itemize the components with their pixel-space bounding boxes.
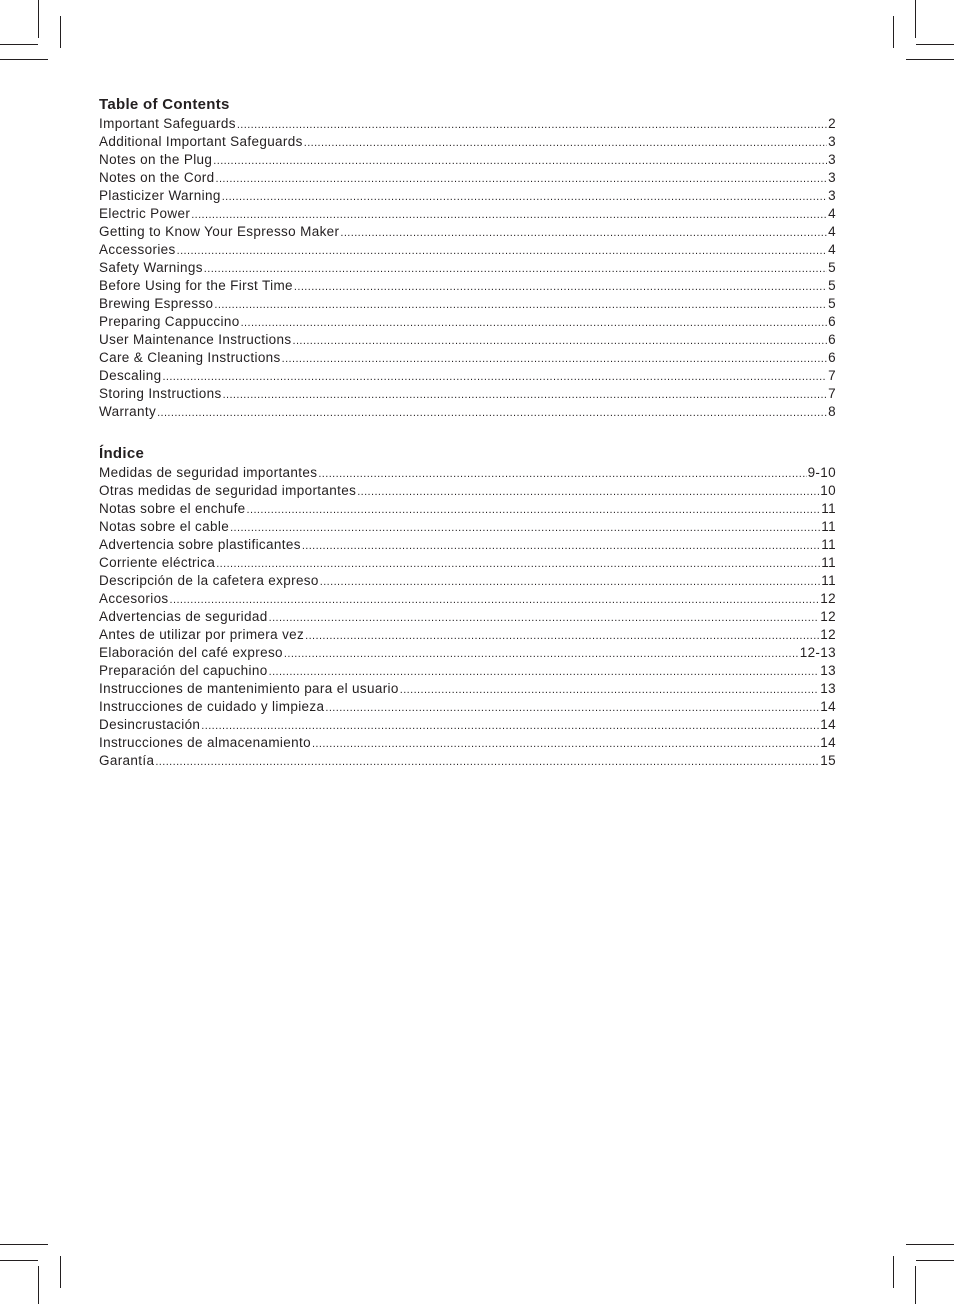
dot-leader [216, 170, 828, 188]
toc-entry-title: Advertencias de seguridad [99, 609, 268, 624]
toc-entry [99, 482, 836, 500]
toc-entry [99, 151, 836, 169]
dot-leader [269, 663, 820, 681]
toc-entry-title: Elaboración del café expreso [99, 645, 283, 660]
dot-leader [230, 519, 820, 537]
toc-entry-title: Accessories [99, 242, 176, 257]
toc-entry [99, 734, 836, 752]
toc-entry-page: 7 [828, 368, 836, 383]
toc-entry-title: Accesorios [99, 591, 169, 606]
toc-entry-page: 7 [828, 386, 836, 401]
dot-leader [162, 368, 827, 386]
toc-entry-title: Medidas de seguridad importantes [99, 465, 318, 480]
section-heading-english: Table of Contents [99, 96, 230, 113]
dot-leader [320, 573, 821, 591]
toc-entry-title: Additional Important Safeguards [99, 134, 303, 149]
dot-leader [223, 386, 828, 404]
toc-entry-title: Notes on the Plug [99, 152, 213, 167]
toc-entry [99, 464, 836, 482]
toc-entry-title: Otras medidas de seguridad importantes [99, 483, 357, 498]
dot-leader [312, 735, 819, 753]
toc-entry-page: 10 [820, 483, 836, 498]
toc-entry [99, 680, 836, 698]
toc-entry-title: Notas sobre el cable [99, 519, 230, 534]
toc-entry [99, 698, 836, 716]
toc-entry-page: 15 [820, 753, 836, 768]
toc-entry-page: 4 [828, 224, 836, 239]
dot-leader [325, 699, 819, 717]
toc-entry [99, 115, 836, 133]
toc-entry-title: Warranty [99, 404, 157, 419]
toc-entry-page: 9-10 [807, 465, 836, 480]
toc-entry-page: 8 [828, 404, 836, 419]
toc-entry-title: Preparación del capuchino [99, 663, 268, 678]
toc-entry-title: Care & Cleaning Instructions [99, 350, 281, 365]
toc-entry-page: 3 [828, 170, 836, 185]
toc-entry-title: Descripción de la cafetera expreso [99, 573, 319, 588]
dot-leader [400, 681, 820, 699]
toc-entry [99, 403, 836, 421]
toc-entry-page: 5 [828, 278, 836, 293]
dot-leader [247, 501, 821, 519]
dot-leader [222, 188, 827, 206]
toc-entry [99, 331, 836, 349]
toc-entry-title: Important Safeguards [99, 116, 236, 131]
toc-entry [99, 554, 836, 572]
toc-entry-page: 3 [828, 134, 836, 149]
table-of-contents [99, 95, 836, 770]
toc-entry-title: Descaling [99, 368, 162, 383]
toc-entry-title: Getting to Know Your Espresso Maker [99, 224, 340, 239]
toc-entry [99, 536, 836, 554]
dot-leader [282, 350, 828, 368]
toc-entry-title: Instrucciones de mantenimiento para el usuario [99, 681, 399, 696]
toc-entry-page: 11 [821, 519, 836, 534]
toc-entry-page: 12 [820, 627, 836, 642]
toc-list-spanish [99, 464, 836, 770]
dot-leader [155, 753, 819, 771]
toc-entry-title: Plasticizer Warning [99, 188, 221, 203]
toc-entry [99, 518, 836, 536]
toc-entry-page: 14 [820, 717, 836, 732]
toc-entry-title: Desincrustación [99, 717, 201, 732]
toc-entry [99, 572, 836, 590]
toc-entry-page: 14 [820, 735, 836, 750]
dot-leader [284, 645, 799, 663]
toc-list-english [99, 115, 836, 421]
dot-leader [302, 537, 820, 555]
toc-entry-title: Antes de utilizar por primera vez [99, 627, 305, 642]
toc-entry-title: Notas sobre el enchufe [99, 501, 246, 516]
toc-entry-page: 11 [821, 573, 836, 588]
dot-leader [191, 206, 827, 224]
dot-leader [157, 404, 827, 422]
toc-entry [99, 313, 836, 331]
dot-leader [237, 116, 827, 134]
dot-leader [213, 152, 827, 170]
toc-entry-page: 11 [821, 537, 836, 552]
toc-entry-title: Advertencia sobre plastificantes [99, 537, 301, 552]
toc-entry [99, 500, 836, 518]
toc-entry-title: Garantía [99, 753, 155, 768]
dot-leader [293, 332, 828, 350]
toc-entry-title: Safety Warnings [99, 260, 203, 275]
toc-entry [99, 608, 836, 626]
toc-entry [99, 349, 836, 367]
toc-entry [99, 223, 836, 241]
toc-entry-page: 11 [821, 555, 836, 570]
toc-entry-title: Notes on the Cord [99, 170, 215, 185]
toc-entry-title: Preparing Cappuccino [99, 314, 240, 329]
toc-entry [99, 752, 836, 770]
toc-entry-page: 5 [828, 296, 836, 311]
dot-leader [340, 224, 827, 242]
toc-entry-title: Instrucciones de almacenamiento [99, 735, 311, 750]
toc-entry [99, 385, 836, 403]
toc-entry [99, 277, 836, 295]
dot-leader [204, 260, 827, 278]
toc-entry-page: 13 [820, 681, 836, 696]
toc-entry [99, 367, 836, 385]
toc-entry-page: 13 [820, 663, 836, 678]
dot-leader [318, 465, 806, 483]
toc-entry [99, 716, 836, 734]
toc-entry [99, 259, 836, 277]
dot-leader [357, 483, 819, 501]
dot-leader [304, 134, 827, 152]
toc-entry-page: 5 [828, 260, 836, 275]
toc-entry-page: 3 [828, 188, 836, 203]
dot-leader [170, 591, 820, 609]
dot-leader [214, 296, 827, 314]
toc-entry-title: Brewing Espresso [99, 296, 214, 311]
toc-entry-page: 6 [828, 332, 836, 347]
toc-entry [99, 295, 836, 313]
section-heading-spanish: Índice [99, 445, 145, 462]
toc-entry [99, 590, 836, 608]
toc-entry [99, 662, 836, 680]
toc-entry [99, 241, 836, 259]
toc-entry [99, 169, 836, 187]
toc-entry-page: 12 [820, 609, 836, 624]
toc-entry-title: Before Using for the First Time [99, 278, 293, 293]
dot-leader [294, 278, 827, 296]
toc-entry [99, 187, 836, 205]
toc-entry-title: Instrucciones de cuidado y limpieza [99, 699, 325, 714]
toc-entry-page: 11 [821, 501, 836, 516]
toc-entry-page: 2 [828, 116, 836, 131]
toc-entry-title: Electric Power [99, 206, 191, 221]
dot-leader [201, 717, 819, 735]
toc-entry-page: 14 [820, 699, 836, 714]
toc-entry [99, 133, 836, 151]
toc-entry-page: 4 [828, 206, 836, 221]
toc-entry-title: Corriente eléctrica [99, 555, 216, 570]
toc-entry-title: Storing Instructions [99, 386, 222, 401]
toc-entry-title: User Maintenance Instructions [99, 332, 292, 347]
toc-entry-page: 12-13 [799, 645, 836, 660]
dot-leader [216, 555, 820, 573]
toc-entry-page: 6 [828, 314, 836, 329]
toc-entry-page: 3 [828, 152, 836, 167]
toc-entry [99, 626, 836, 644]
toc-entry-page: 6 [828, 350, 836, 365]
toc-entry-page: 12 [820, 591, 836, 606]
toc-entry-page: 4 [828, 242, 836, 257]
dot-leader [177, 242, 828, 260]
dot-leader [269, 609, 820, 627]
toc-entry [99, 644, 836, 662]
dot-leader [241, 314, 828, 332]
toc-entry [99, 205, 836, 223]
dot-leader [305, 627, 819, 645]
